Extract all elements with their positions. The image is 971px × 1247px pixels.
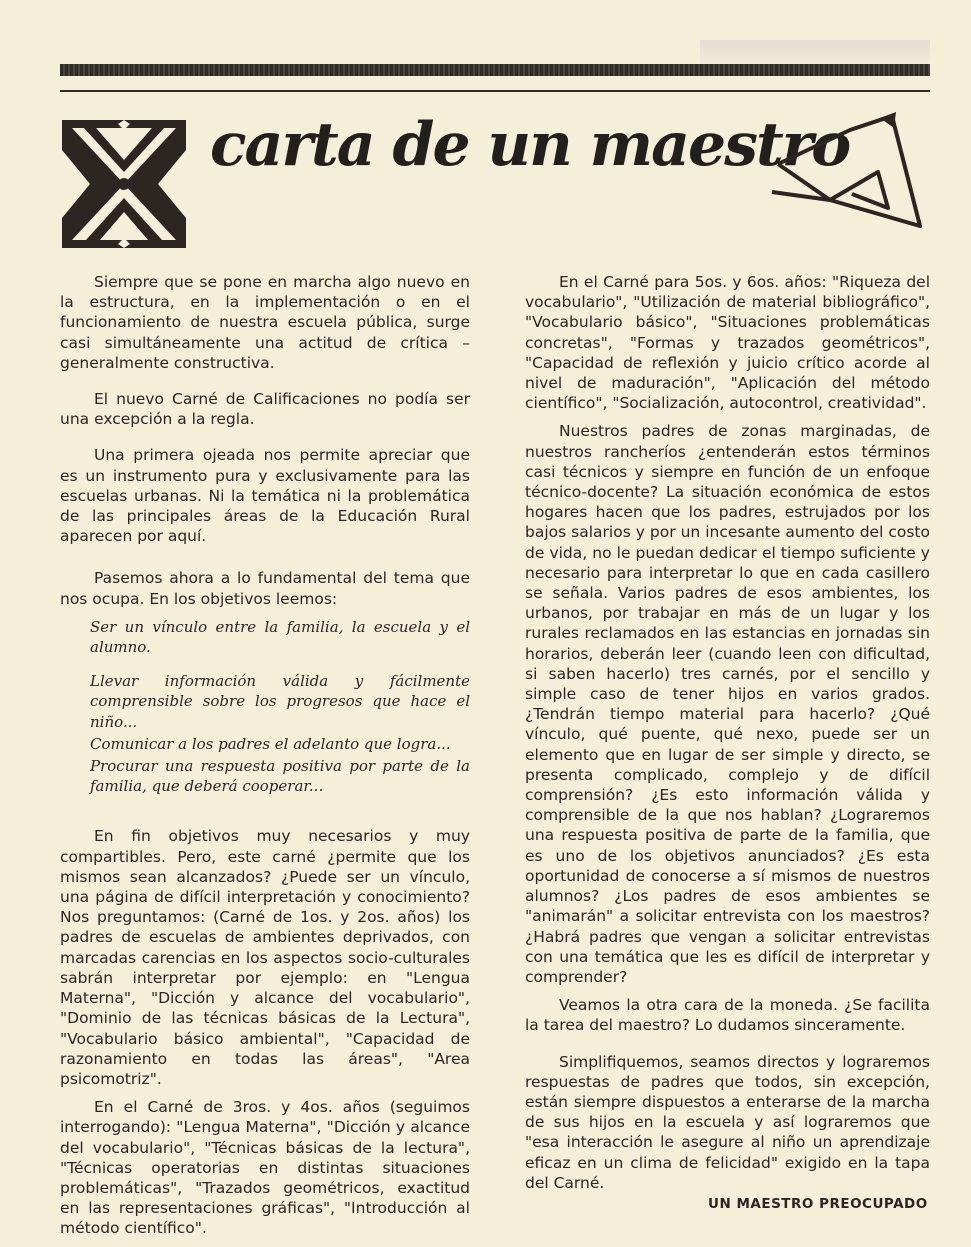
decorative-pattern-icon <box>62 120 186 248</box>
paragraph: Nuestros padres de zonas marginadas, de nuestros rancheríos ¿entenderán estos términos casi técnicos y siempre en función de un enfoque técnico-docente? La situación económica de estos hogares hacen que los padres, estrujados por los bajos salarios y por un incesante aumento del costo de vida, no le puedan dedicar el tiempo suficiente y necesario para interpretar lo que en cada casillero se señala. Varios padres de esos ambientes, los urbanos, por trabajar en más de un lugar y los rurales reclamados en las estancias en jornadas sin horarios, deberán leer (cuando leen con dificultad, si saben hacerlo) tres carnés, por el sencillo y simple caso de tener hijos en varios grados. ¿Tendrán tiempo material para hacerlo? ¿Qué vínculo, qué puente, qué nexo, puede ser un elemento que en lugar de ser simple y directo, se presenta complicado, complejo y de difícil comprensión? ¿Es esto información válida y comprensible de la que nos hablan? ¿Lograremos una respuesta positiva de parte de la familia, que es uno de los objetivos anunciados? ¿Es esta oportunidad de conocerse a sí mismos de nuestros alumnos? ¿Los padres de esos ambientes se "animarán" a solicitar entrevista con los maestros? ¿Habrá padres que vengan a solicitar entrevistas con una temática que les es difícil de interpretar y comprender? <box>525 422 930 986</box>
paragraph: Veamos la otra cara de la moneda. ¿Se facilita la tarea del maestro? Lo dudamos sinceramente. <box>525 996 930 1035</box>
header-rule-band <box>60 64 930 76</box>
paragraph: En el Carné de 3ros. y 4os. años (seguimos interrogando): "Lengua Materna", "Dicción y alcance del vocabulario", "Técnicas básicas de la lectura", "Técnicas operatorias en distintas situaciones problemáticas", "Trazados geométricos, exactitud en las representaciones gráficas", "Introducción al método científico". <box>60 1098 470 1238</box>
objective-item: Comunicar a los padres el adelanto que logra... <box>90 734 451 753</box>
left-column <box>60 272 470 1247</box>
paragraph: Siempre que se pone en marcha algo nuevo en la estructura, en la implementación o en el funcionamiento de nuestra escuela pública, surge casi simultáneamente una actitud de crítica –generalmente constructiva. <box>60 273 470 372</box>
author-signature: UN MAESTRO PREOCUPADO <box>708 1196 928 1212</box>
paragraph: Una primera ojeada nos permite apreciar que es un instrumento pura y exclusivamente para las escuelas urbanas. Ni la temática ni la problemática de las principales áreas de la Educación Rural aparecen por aquí. <box>60 446 470 546</box>
objective-item: Ser un vínculo entre la familia, la escuela y el alumno. <box>90 617 470 657</box>
objective-item: Llevar información válida y fácilmente comprensible sobre los progresos que hace el niño... <box>90 672 470 731</box>
objective-item: Procurar una respuesta positiva por parte de la familia, que deberá cooperar... <box>90 757 470 796</box>
paragraph: En fin objetivos muy necesarios y muy compartibles. Pero, este carné ¿permite que los mismos sean alcanzados? ¿Puede ser un vínculo, una página de difícil interpretación y conocimiento? Nos preguntamos: (Carné de 1os. y 2os. años) los padres de escuelas de ambientes deprivados, con marcadas carencias en los aspectos socio-culturales sabrán interpretar por ejemplo: en "Lengua Materna", "Dicción y alcance del vocabulario", "Dominio de las técnicas básicas de la Lectura", "Vocabulario básico ambiental", "Capacidad de razonamiento en todas las áreas", "Area psicomotriz". <box>60 827 470 1088</box>
right-column <box>525 272 930 1201</box>
page-title: carta de un maestro <box>210 110 850 180</box>
zigzag-arrow-icon <box>770 108 930 238</box>
paragraph: El nuevo Carné de Calificaciones no podía ser una excepción a la regla. <box>60 390 470 429</box>
paragraph: En el Carné para 5os. y 6os. años: "Riqueza del vocabulario", "Utilización de material bibliográfico", "Vocabulario básico", "Situaciones problemáticas concretas", "Formas y trazados geométricos", "Capacidad de reflexión y juicio crítico acorde al nivel de maduración", "Aplicación del método científico", "Socialización, autocontrol, creatividad". <box>525 273 930 413</box>
header-rule-line <box>60 90 930 92</box>
paragraph: Simplifiquemos, seamos directos y lograremos respuestas de padres que todos, sin excepción, están siempre dispuestos a enterarse de la marcha de sus hijos en la escuela y así lograremos que "esa interacción le asegure al niño un aprendizaje eficaz en un clima de felicidad" exigido en la tapa del Carné. <box>525 1052 930 1192</box>
paragraph: Pasemos ahora a lo fundamental del tema que nos ocupa. En los objetivos leemos: <box>60 569 470 608</box>
